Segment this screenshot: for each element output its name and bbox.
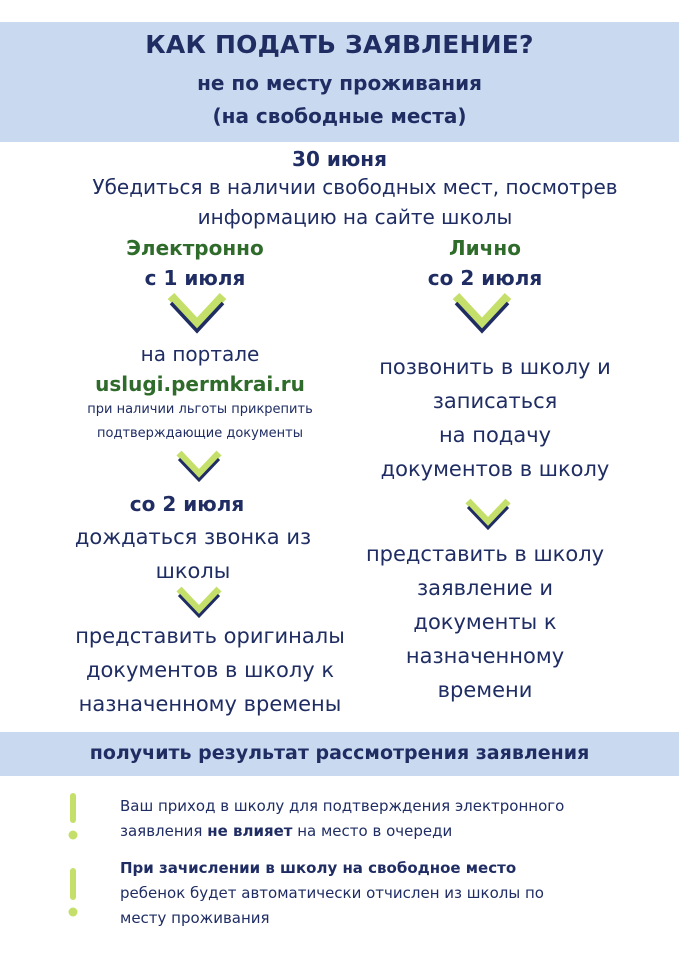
- right-heading: Лично: [449, 236, 521, 260]
- left-chevron-down-icon-3: [176, 586, 222, 620]
- right-step1-line-1: позвонить в школу и: [379, 355, 611, 379]
- note-1: [120, 794, 660, 844]
- left-step3-line-3: назначенному времены: [78, 692, 342, 716]
- right-step2-line-3: документы к: [413, 610, 557, 634]
- intro-date: 30 июня: [292, 147, 387, 171]
- left-step2-line-2: школы: [155, 559, 231, 583]
- note-1-suffix: на место в очереди: [292, 822, 453, 840]
- note-1-prefix: заявления: [120, 822, 208, 840]
- intro-check-line-1: Убедиться в наличии свободных мест, посмотрев: [92, 175, 618, 199]
- exclamation-icon-2: [66, 868, 80, 918]
- page-subtitle-2: (на свободные места): [212, 104, 467, 128]
- right-step2-line-1: представить в школу: [365, 542, 605, 566]
- right-step2-line-2: заявление и: [416, 576, 553, 600]
- exclamation-icon-1: [66, 793, 80, 841]
- right-chevron-down-icon-1: [452, 292, 512, 334]
- left-heading: Электронно: [126, 236, 264, 260]
- note-1-bold: не влияет: [207, 822, 293, 840]
- left-date: с 1 июля: [144, 266, 246, 290]
- right-step2-line-5: времени: [437, 678, 533, 702]
- right-step2-line-4: назначенному: [405, 644, 565, 668]
- left-portal-label: на портале: [140, 342, 260, 366]
- page-title: КАК ПОДАТЬ ЗАЯВЛЕНИЕ?: [145, 30, 534, 59]
- page-subtitle-1: не по месту проживания: [197, 71, 482, 95]
- left-chevron-down-icon-1: [167, 292, 227, 334]
- note-2-line-3: месту проживания: [120, 909, 270, 927]
- left-step2-date: со 2 июля: [129, 492, 245, 516]
- left-note-line-1: при наличии льготы прикрепить: [87, 402, 313, 417]
- right-step1-line-2: записаться: [432, 389, 558, 413]
- right-step1-line-3: на подачу: [438, 423, 552, 447]
- note-2-line-2: ребенок будет автоматически отчислен из школы по: [120, 884, 544, 902]
- right-step1-line-4: документов в школу: [380, 457, 610, 481]
- intro-check-line-2: информацию на сайте школы: [197, 205, 513, 229]
- left-note-line-2: подтверждающие документы: [97, 426, 303, 441]
- left-step3-line-2: документов в школу к: [85, 658, 335, 682]
- right-date: со 2 июля: [427, 266, 543, 290]
- note-1-line-2: [120, 819, 660, 844]
- right-chevron-down-icon-2: [465, 498, 511, 532]
- result-banner-text: получить результат рассмотрения заявления: [89, 742, 590, 764]
- note-2-bold: При зачислении в школу на свободное место: [120, 859, 517, 877]
- left-chevron-down-icon-2: [176, 450, 222, 484]
- note-1-line-1: Ваш приход в школу для подтверждения электронного: [120, 797, 565, 815]
- left-step2-line-1: дождаться звонка из: [74, 525, 312, 549]
- note-2: [120, 856, 660, 931]
- left-portal-site: uslugi.permkrai.ru: [95, 372, 305, 396]
- left-step3-line-1: представить оригиналы: [75, 624, 345, 648]
